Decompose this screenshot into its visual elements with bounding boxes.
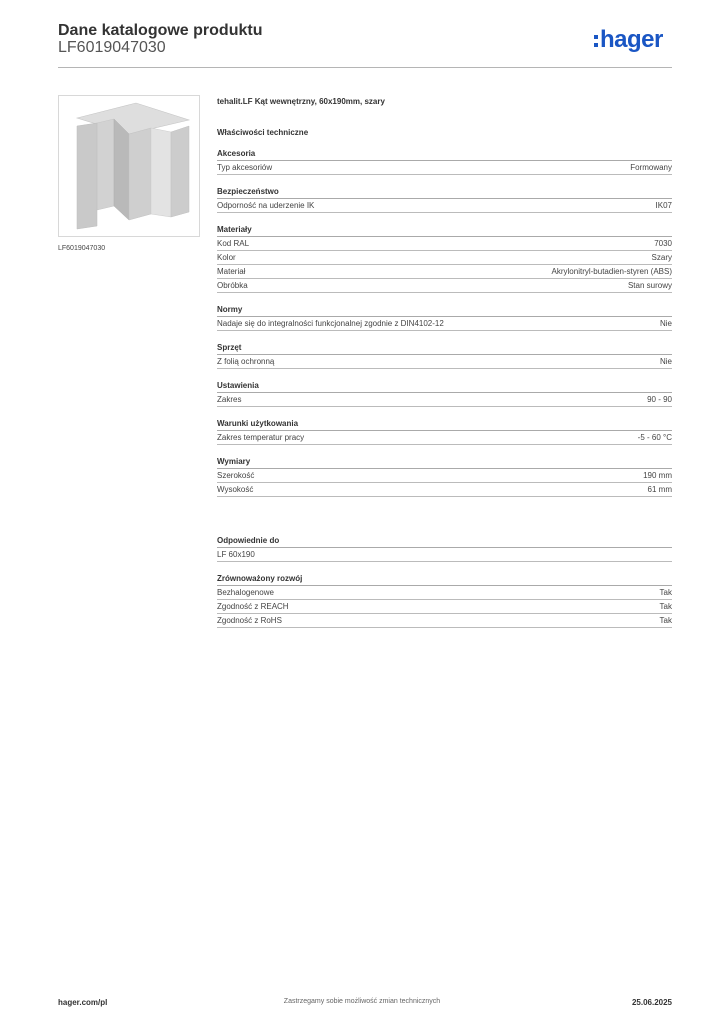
spec-label: Szerokość: [217, 471, 255, 480]
spec-row: [217, 161, 672, 175]
spec-group: [217, 225, 672, 293]
spec-row: [217, 317, 672, 331]
group-title: Zrównoważony rozwój: [217, 574, 672, 586]
sustainability-group: [217, 574, 672, 628]
spec-label: Typ akcesoriów: [217, 163, 273, 172]
spec-value: 7030: [654, 239, 672, 248]
suitable-for-group: [217, 536, 672, 562]
spec-row: [217, 431, 672, 445]
spec-value: Nie: [659, 357, 672, 366]
spec-row: [217, 548, 672, 562]
page-title: Dane katalogowe produktu: [58, 22, 263, 39]
spec-value: Tak: [659, 602, 672, 611]
spec-value: 90 - 90: [647, 395, 672, 404]
spec-value: Nie: [659, 319, 672, 328]
spec-value: Tak: [659, 616, 672, 625]
spec-label: Odporność na uderzenie IK: [217, 201, 315, 210]
spec-row: [217, 199, 672, 213]
product-details: [217, 96, 672, 628]
spec-label: Z folią ochronną: [217, 357, 275, 366]
spec-row: [217, 279, 672, 293]
spec-group: [217, 305, 672, 331]
spec-row: [217, 600, 672, 614]
spec-value: 61 mm: [647, 485, 672, 494]
spec-label: LF 60x190: [217, 550, 255, 559]
group-title: Wymiary: [217, 457, 672, 469]
spec-group: [217, 343, 672, 369]
spec-label: Kolor: [217, 253, 236, 262]
spec-label: Materiał: [217, 267, 246, 276]
spec-row: [217, 393, 672, 407]
spec-row: [217, 483, 672, 497]
product-code: LF6019047030: [58, 39, 166, 56]
product-image: [58, 95, 200, 237]
spec-label: Bezhalogenowe: [217, 588, 274, 597]
header-divider: [58, 67, 672, 68]
spec-value: Tak: [659, 588, 672, 597]
spec-row: [217, 355, 672, 369]
spec-label: Zakres: [217, 395, 242, 404]
group-title: Warunki użytkowania: [217, 419, 672, 431]
group-title: Bezpieczeństwo: [217, 187, 672, 199]
spec-label: Obróbka: [217, 281, 248, 290]
spec-label: Zakres temperatur pracy: [217, 433, 305, 442]
spec-value: 190 mm: [643, 471, 672, 480]
spec-value: -5 - 60 °C: [637, 433, 672, 442]
spec-value: Szary: [651, 253, 672, 262]
spec-group: [217, 149, 672, 175]
group-title: Akcesoria: [217, 149, 672, 161]
technical-properties-title: Właściwości techniczne: [217, 128, 309, 137]
footer-website-link[interactable]: hager.com/pl: [58, 998, 108, 1007]
group-title: Normy: [217, 305, 672, 317]
spec-value: Formowany: [630, 163, 672, 172]
logo-text: hager: [600, 26, 663, 53]
spec-group: [217, 381, 672, 407]
product-name: tehalit.LF Kąt wewnętrzny, 60x190mm, szary: [217, 97, 385, 106]
spec-label: Zgodność z REACH: [217, 602, 289, 611]
spec-group: [217, 419, 672, 445]
spec-value: IK07: [655, 201, 672, 210]
image-caption: LF6019047030: [58, 245, 106, 252]
spec-row: [217, 237, 672, 251]
corner-piece-illustration: [59, 96, 199, 236]
spec-row: [217, 251, 672, 265]
hager-logo: [594, 26, 663, 54]
spec-value: Akrylonitryl-butadien-styren (ABS): [551, 267, 672, 276]
spec-row: [217, 265, 672, 279]
spec-group: [217, 187, 672, 213]
group-title: Sprzęt: [217, 343, 672, 355]
group-title: Odpowiednie do: [217, 536, 672, 548]
spec-row: [217, 586, 672, 600]
spec-value: Stan surowy: [627, 281, 672, 290]
footer-disclaimer: Zastrzegamy sobie możliwość zmian technicznych: [283, 998, 441, 1005]
group-title: Ustawienia: [217, 381, 672, 393]
footer-date: 25.06.2025: [631, 998, 672, 1007]
spec-label: Wysokość: [217, 485, 254, 494]
spec-group: [217, 457, 672, 497]
spec-label: Kod RAL: [217, 239, 250, 248]
spec-row: [217, 469, 672, 483]
spec-label: Nadaje się do integralności funkcjonalnej zgodnie z DIN4102-12: [217, 319, 444, 328]
spec-label: Zgodność z RoHS: [217, 616, 282, 625]
spec-row: [217, 614, 672, 628]
group-title: Materiały: [217, 225, 672, 237]
